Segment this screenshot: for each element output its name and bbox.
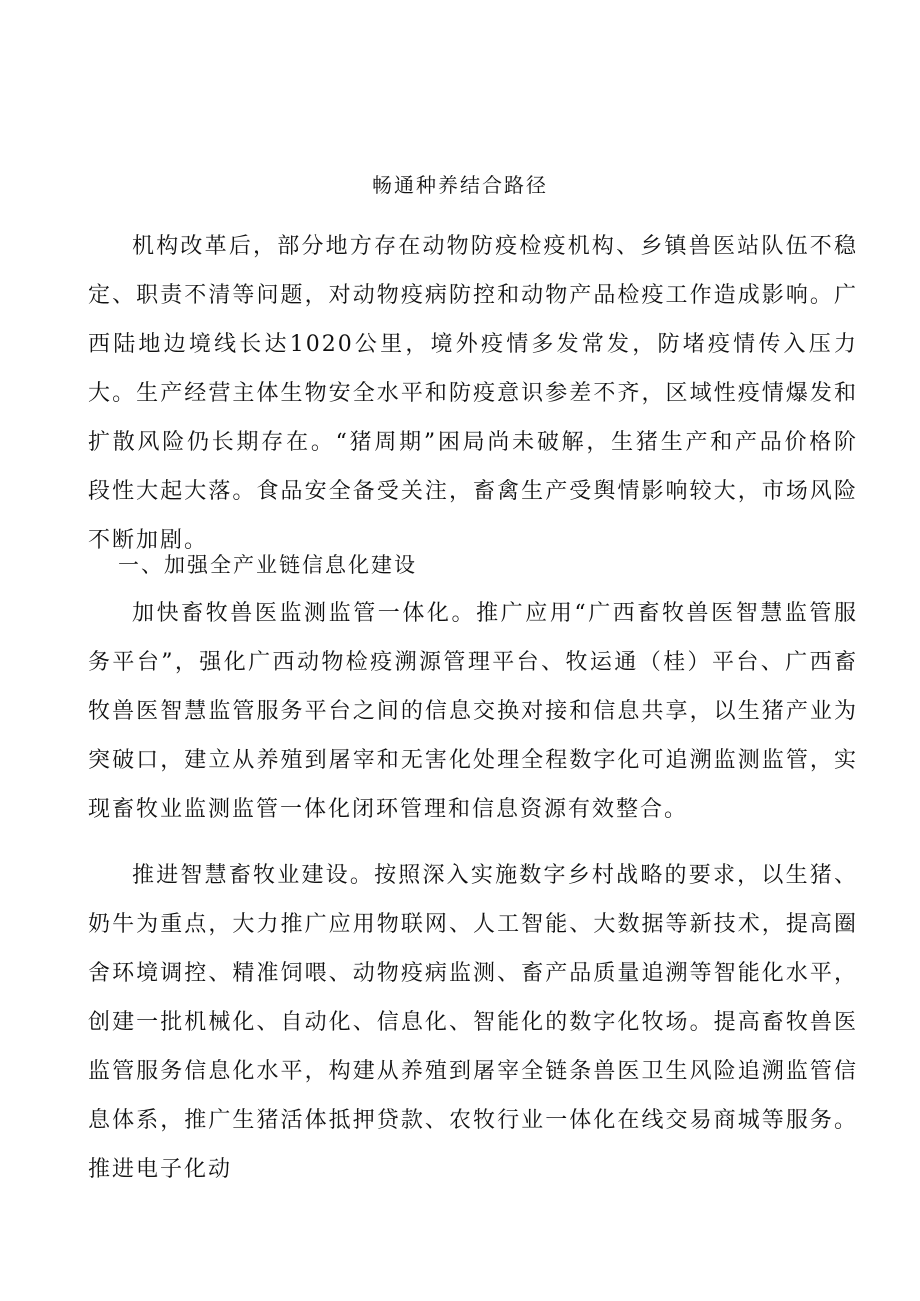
paragraph-3: 推进智慧畜牧业建设。按照深入实施数字乡村战略的要求，以生猪、奶牛为重点，大力推广应用物联网、人工智能、大数据等新技术，提高圈舍环境调控、精准饲喂、动物疫病监测、畜产品质量追溯等智能化水平，创建一批机械化、自动化、信息化、智能化的数字化牧场。提高畜牧兽医监管服务信息化水平，构建从养殖到屠宰全链条兽医卫生风险追溯监管信息体系，推广生猪活体抵押贷款、农牧行业一体化在线交易商城等服务。推进电子化动 [88, 863, 858, 1182]
paragraph-1: 机构改革后，部分地方存在动物防疫检疫机构、乡镇兽医站队伍不稳定、职责不清等问题，对动物疫病防控和动物产品检疫工作造成影响。广西陆地边境线长达1020公里，境外疫情多发常发，防堵疫情传入压力大。生产经营主体生物安全水平和防疫意识参差不齐，区域性疫情爆发和扩散风险仍长期存在。“猪周期”困局尚未破解，生猪生产和产品价格阶段性大起大落。食品安全备受关注，畜禽生产受舆情影响较大，市场风险不断加剧。 [88, 234, 858, 553]
paragraph-2: 加快畜牧兽医监测监管一体化。推广应用“广西畜牧兽医智慧监管服务平台”，强化广西动物检疫溯源管理平台、牧运通（桂）平台、广西畜牧兽医智慧监管服务平台之间的信息交换对接和信息共享，以生猪产业为突破口，建立从养殖到屠宰和无害化处理全程数字化可追溯监测监管，实现畜牧业监测监管一体化闭环管理和信息资源有效整合。 [88, 601, 858, 822]
section-heading-1: 一、加强全产业链信息化建设 [118, 553, 417, 577]
document-title: 畅通种养结合路径 [372, 173, 548, 197]
